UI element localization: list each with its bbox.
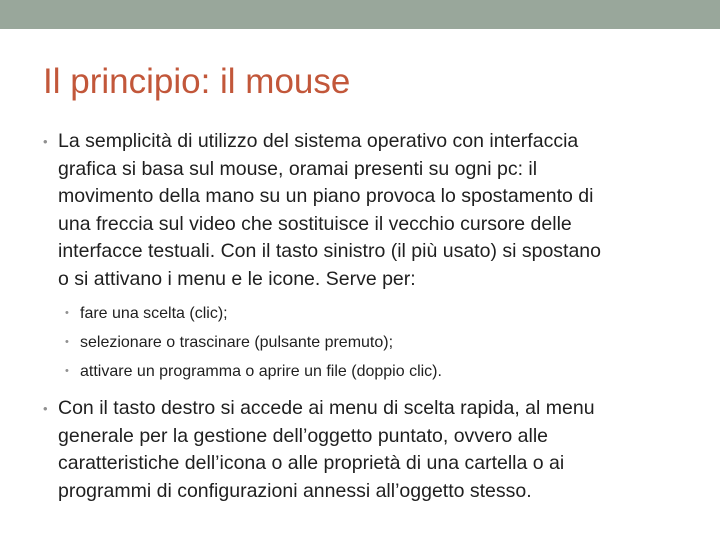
bullet-icon: •: [43, 134, 48, 149]
sub-bullet-icon: •: [65, 365, 69, 377]
bullet-text-line: Con il tasto destro si accede ai menu di scelta rapida, al menu: [58, 397, 595, 419]
bullet-text-line: movimento della mano su un piano provoca lo spostamento di: [58, 185, 594, 207]
sub-bullet-icon: •: [65, 336, 69, 348]
bullet-right-click: [43, 395, 683, 505]
bullet-text-line: interfacce testuali. Con il tasto sinistro (il più usato) si spostano: [58, 240, 602, 262]
bullet-text-line: generale per la gestione dell’oggetto puntato, ovvero alle: [58, 424, 549, 447]
top-accent-bar: [0, 0, 720, 29]
bullet-text-line: una freccia sul video che sostituisce il vecchio cursore delle: [58, 212, 572, 235]
sub-bullet-item: [43, 357, 683, 386]
sub-bullet-text: fare una scelta (clic);: [80, 305, 228, 322]
bullet-icon: •: [43, 401, 48, 416]
sub-bullet-text: attivare un programma o aprire un file (doppio clic).: [80, 363, 442, 380]
sub-bullet-list: [43, 299, 683, 386]
bullet-text-line: programmi di configurazioni annessi all’oggetto stesso.: [58, 479, 532, 502]
bullet-text-line: grafica si basa sul mouse, oramai presenti su ogni pc: il: [58, 157, 538, 180]
bullet-text-line: La semplicità di utilizzo del sistema operativo con interfaccia: [58, 130, 579, 152]
slide-title: Il principio: il mouse: [43, 62, 351, 101]
sub-bullet-item: [43, 328, 683, 357]
bullet-text-line: caratteristiche dell’icona o alle proprietà di una cartella o ai: [58, 452, 565, 474]
sub-bullet-item: [43, 299, 683, 328]
sub-bullet-text: selezionare o trascinare (pulsante premuto);: [80, 334, 394, 351]
sub-bullet-icon: •: [65, 307, 69, 319]
bullet-left-click: [43, 128, 683, 293]
bullet-text-line: o si attivano i menu e le icone. Serve per:: [58, 267, 416, 290]
slide-body: [43, 128, 683, 505]
